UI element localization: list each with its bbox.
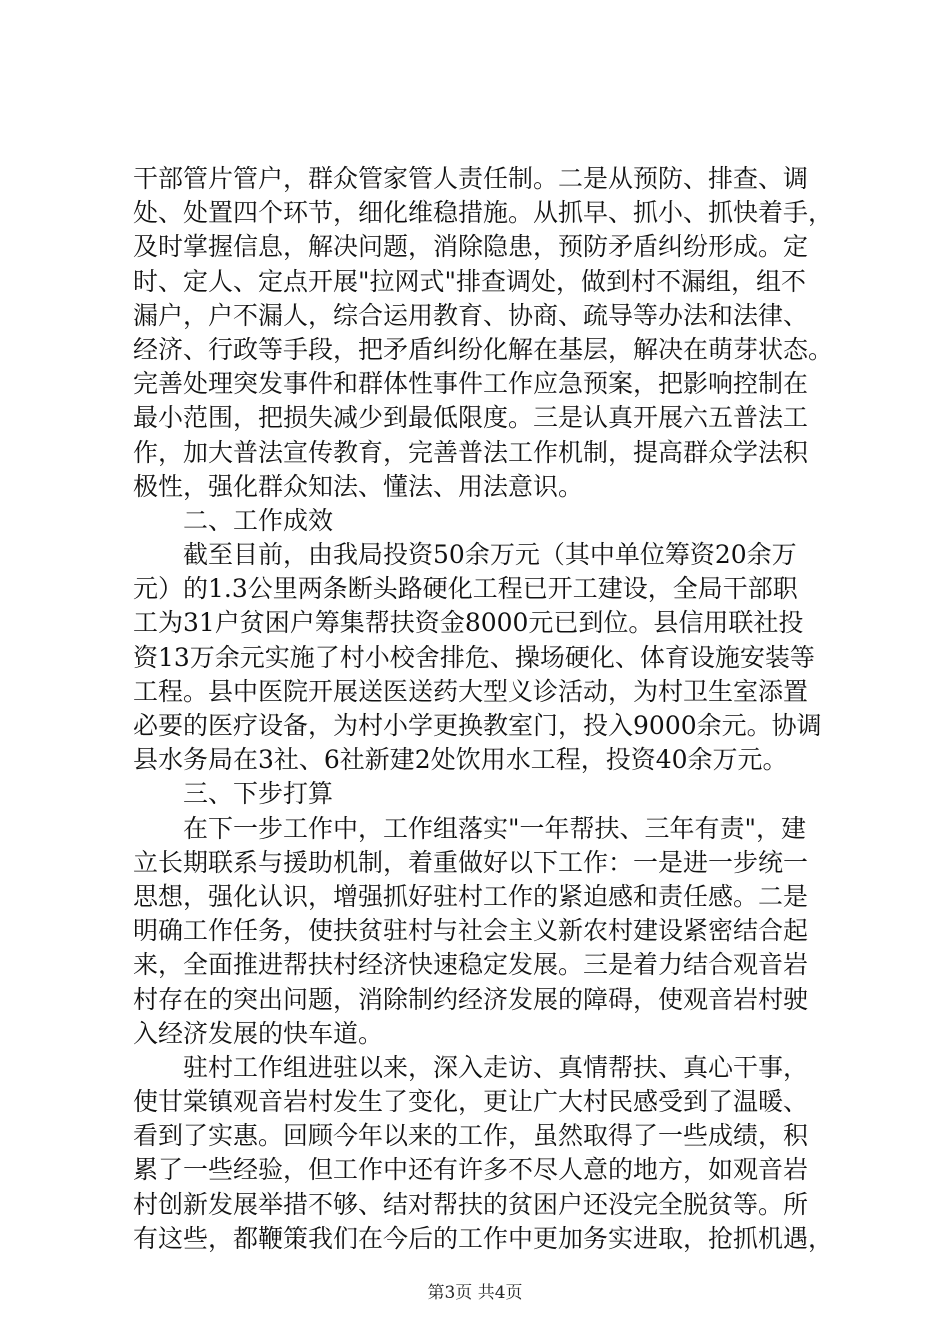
text-line: 漏户，户不漏人，综合运用教育、协商、疏导等办法和法律、 <box>133 300 809 330</box>
text-line: 处、处置四个环节，细化维稳措施。从抓早、抓小、抓快着手， <box>133 198 834 228</box>
text-line: 村存在的突出问题，消除制约经济发展的障碍，使观音岩村驶 <box>133 984 809 1014</box>
text-line: 有这些，都鞭策我们在今后的工作中更加务实进取，抢抓机遇， <box>133 1223 834 1253</box>
text-line: 工程。县中医院开展送医送药大型义诊活动，为村卫生室添置 <box>133 676 809 706</box>
text-line: 必要的医疗设备，为村小学更换教室门，投入9000余元。协调 <box>133 711 822 740</box>
text-line: 作，加大普法宣传教育，完善普法工作机制，提高群众学法积 <box>133 437 809 467</box>
text-line: 干部管片管户，群众管家管人责任制。二是从预防、排查、调 <box>133 164 809 193</box>
text-line: 使甘棠镇观音岩村发生了变化，更让广大村民感受到了温暖、 <box>133 1087 809 1117</box>
text-line: 累了一些经验，但工作中还有许多不尽人意的地方，如观音岩 <box>133 1155 809 1185</box>
paragraph-3 <box>133 812 853 1051</box>
text-line: 截至目前，由我局投资50余万元（其中单位筹资20余万 <box>183 540 797 570</box>
text-line: 及时掌握信息，解决问题，消除隐患，预防矛盾纠纷形成。定 <box>133 232 809 262</box>
text-line: 村创新发展举措不够、结对帮扶的贫困户还没完全脱贫等。所 <box>133 1189 809 1219</box>
text-line: 时、定人、定点开展"拉网式"排查调处，做到村不漏组，组不 <box>133 266 807 296</box>
text-line: 看到了实惠。回顾今年以来的工作，虽然取得了一些成绩，积 <box>133 1121 809 1151</box>
page-footer: 第3页 共4页 <box>427 1283 523 1303</box>
text-line: 在下一步工作中，工作组落实"一年帮扶、三年有责"，建 <box>183 813 807 843</box>
text-line: 入经济发展的快车道。 <box>133 1018 384 1048</box>
paragraph-4 <box>133 1051 853 1256</box>
text-line: 思想，强化认识，增强抓好驻村工作的紧迫感和责任感。二是 <box>133 881 809 911</box>
text-line: 驻村工作组进驻以来，深入走访、真情帮扶、真心干事， <box>183 1052 809 1082</box>
paragraph-2 <box>133 538 853 777</box>
section-heading: 二、工作成效 <box>183 505 334 535</box>
text-line: 工为31户贫困户筹集帮扶资金8000元已到位。县信用联社投 <box>133 608 804 638</box>
text-line: 明确工作任务，使扶贫驻村与社会主义新农村建设紧密结合起 <box>133 916 809 946</box>
text-line: 经济、行政等手段，把矛盾纠纷化解在基层，解决在萌芽状态。 <box>133 334 834 364</box>
section-heading: 三、下步打算 <box>183 779 334 809</box>
text-line: 元）的1.3公里两条断头路硬化工程已开工建设，全局干部职 <box>133 574 798 604</box>
document-body <box>133 162 853 1256</box>
paragraph-1 <box>133 162 853 504</box>
text-line: 极性，强化群众知法、懂法、用法意识。 <box>133 471 584 501</box>
text-line: 县水务局在3社、6社新建2处饮用水工程，投资40余万元。 <box>133 745 788 775</box>
text-line: 资13万余元实施了村小校舍排危、操场硬化、体育设施安装等 <box>133 642 815 672</box>
text-line: 完善处理突发事件和群体性事件工作应急预案，把影响控制在 <box>133 369 809 399</box>
text-line: 来，全面推进帮扶村经济快速稳定发展。三是着力结合观音岩 <box>133 950 809 980</box>
text-line: 最小范围，把损失减少到最低限度。三是认真开展六五普法工 <box>133 403 809 433</box>
text-line: 立长期联系与援助机制，着重做好以下工作：一是进一步统一 <box>133 847 809 877</box>
